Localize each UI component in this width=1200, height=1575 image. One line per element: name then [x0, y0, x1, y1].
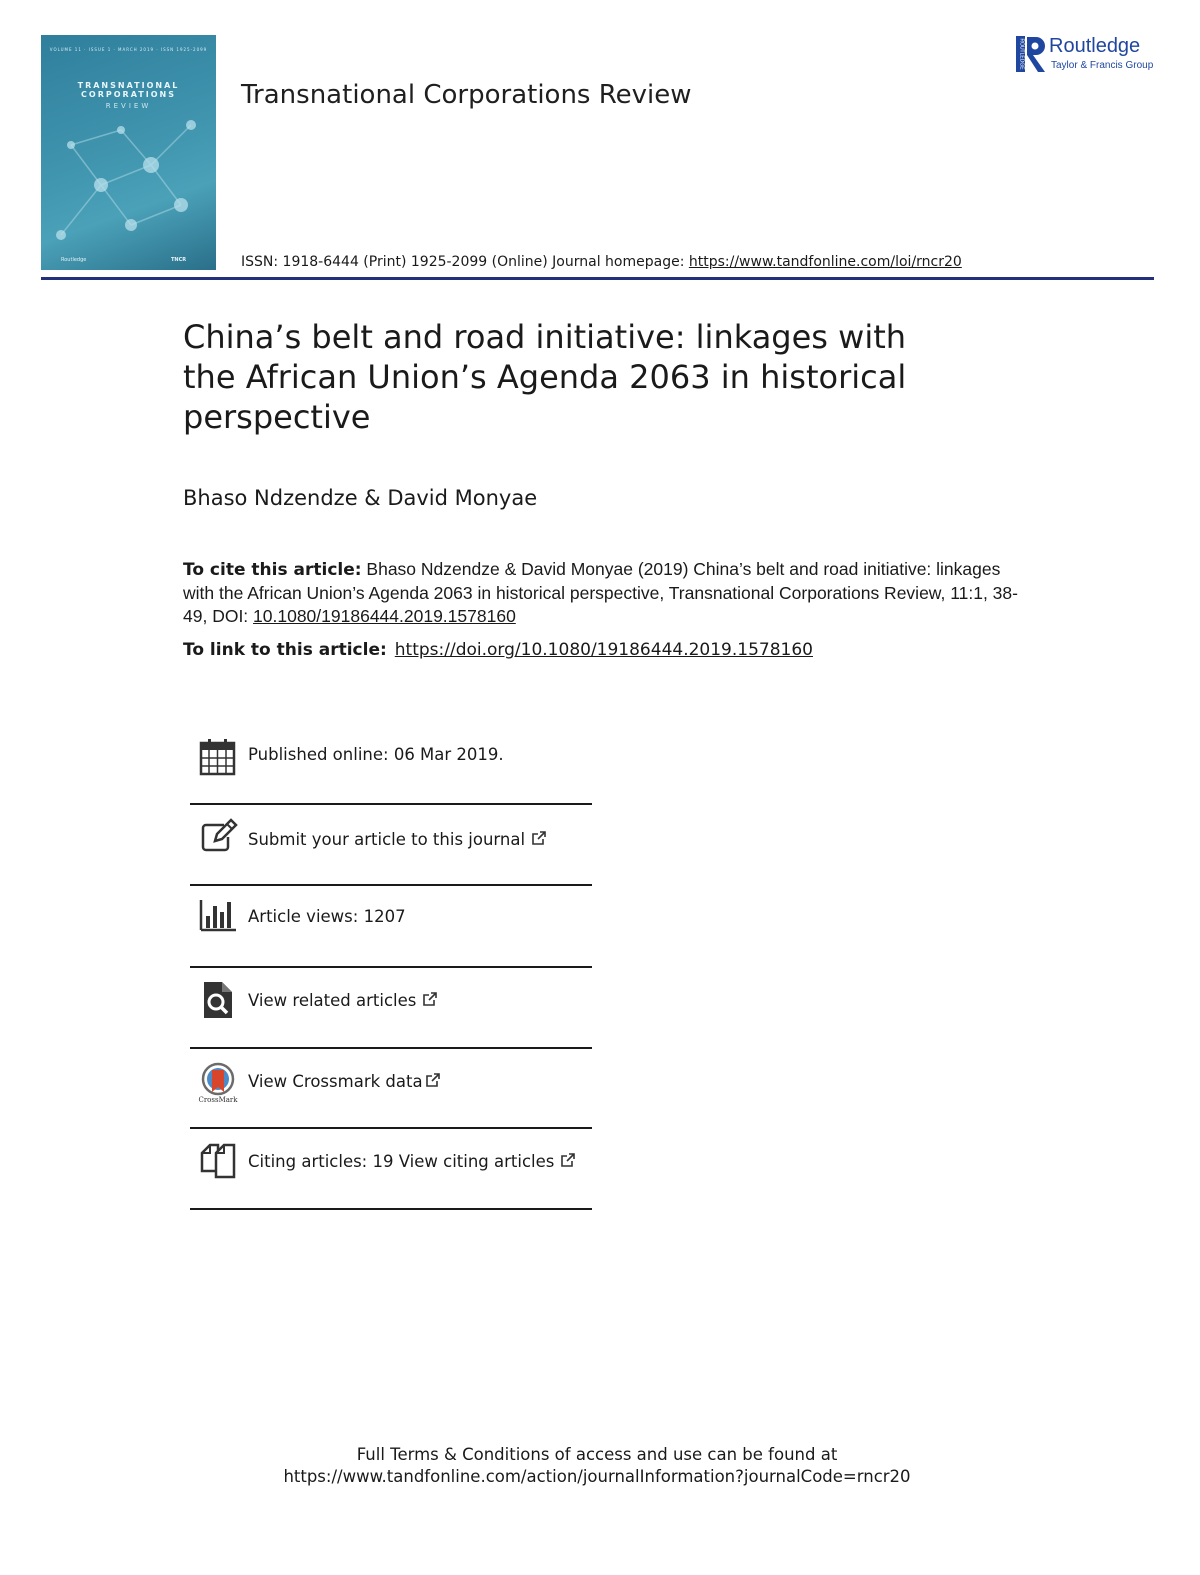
article-link-label: To link to this article:	[183, 640, 387, 660]
article-link-line	[183, 640, 813, 660]
citation-block	[183, 558, 1033, 628]
calendar-icon	[198, 737, 238, 777]
copy-documents-icon	[198, 1141, 238, 1181]
external-link-icon	[560, 1152, 576, 1168]
cover-badge: TNCR	[171, 257, 187, 263]
bar-chart-icon	[198, 896, 238, 936]
submit-article-link[interactable]	[248, 830, 547, 849]
article-doi-url[interactable]: https://doi.org/10.1080/19186444.2019.1578160	[394, 640, 813, 660]
cover-network-graphic	[41, 35, 216, 270]
terms-line: Full Terms & Conditions of access and use can be found at	[356, 1445, 838, 1464]
article-views-text: Article views: 1207	[248, 907, 406, 926]
journal-cover	[41, 35, 216, 270]
external-link-icon	[422, 991, 438, 1007]
doi-link[interactable]: 10.1080/19186444.2019.1578160	[253, 606, 516, 626]
published-online-row	[190, 735, 592, 805]
issn-text: ISSN: 1918-6444 (Print) 1925-2099 (Online) Journal homepage:	[241, 254, 689, 270]
publisher-group: Taylor & Francis Group	[1051, 60, 1154, 71]
cover-title	[41, 81, 216, 99]
citation-label: To cite this article:	[183, 560, 362, 580]
article-authors: Bhaso Ndzendze & David Monyae	[183, 486, 538, 510]
cover-issue-line: VOLUME 11 · ISSUE 1 · MARCH 2019 · ISSN 1925-2099	[49, 47, 208, 52]
svg-text:ROUTLEDGE: ROUTLEDGE	[1018, 38, 1025, 70]
terms-url[interactable]: https://www.tandfonline.com/action/journalInformation?journalCode=rncr20	[283, 1467, 911, 1486]
divider	[190, 1208, 592, 1210]
submit-article-row[interactable]	[190, 815, 592, 887]
publisher-name: Routledge	[1049, 35, 1141, 57]
journal-title: Transnational Corporations Review	[241, 80, 692, 110]
journal-homepage-link[interactable]: https://www.tandfonline.com/loi/rncr20	[688, 254, 962, 270]
submit-article-label: Submit your article to this journal	[248, 830, 526, 849]
divider	[190, 884, 592, 886]
cover-subtitle: REVIEW	[105, 102, 152, 110]
issn-line	[241, 254, 962, 270]
related-articles-label: View related articles	[248, 991, 417, 1010]
external-link-icon	[531, 830, 547, 846]
cover-publisher: Routledge	[61, 257, 87, 263]
crossmark-icon	[198, 1062, 238, 1102]
divider	[190, 1127, 592, 1129]
crossmark-caption: CrossMark	[198, 1096, 238, 1102]
divider	[190, 803, 592, 805]
external-link-icon	[425, 1072, 441, 1088]
divider	[190, 966, 592, 968]
routledge-logo-icon	[1015, 34, 1047, 76]
divider	[190, 1047, 592, 1049]
citing-articles-label: Citing articles: 19 View citing articles	[248, 1152, 555, 1171]
cover-title-line: CORPORATIONS	[81, 90, 176, 99]
terms-footer	[0, 1444, 1194, 1488]
crossmark-label: View Crossmark data	[248, 1072, 423, 1091]
cover-title-line: TRANSNATIONAL	[77, 81, 180, 90]
article-title: China’s belt and road initiative: linkages with the African Union’s Agenda 2063 in historical perspective	[183, 318, 907, 436]
crossmark-row[interactable]	[190, 1058, 592, 1130]
citation-text: Bhaso Ndzendze & David Monyae (2019) China’s belt and road initiative: linkages with the African Union’s Agenda 2063 in historical perspective, Transnational Corporations Review, 11:1, 38-49, DOI:	[183, 559, 1018, 626]
published-online-text: Published online: 06 Mar 2019.	[248, 745, 504, 764]
related-articles-link[interactable]	[248, 991, 438, 1010]
edit-icon	[198, 817, 238, 857]
document-search-icon	[198, 980, 238, 1020]
citing-articles-link[interactable]	[248, 1152, 576, 1171]
crossmark-link[interactable]	[248, 1072, 441, 1091]
related-articles-row[interactable]	[190, 978, 592, 1050]
article-views-row	[190, 896, 592, 968]
citing-articles-row[interactable]	[190, 1138, 592, 1210]
header-divider	[41, 277, 1154, 280]
